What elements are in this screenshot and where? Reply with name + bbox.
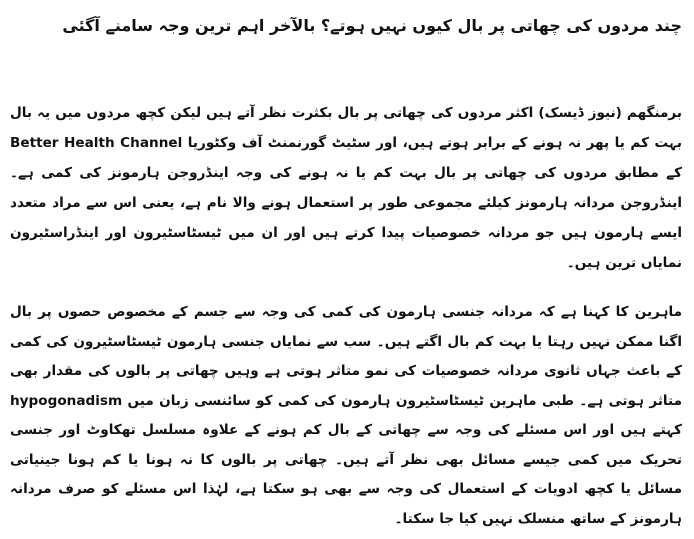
paragraph-2-text-start: ماہرین کا کہنا ہے کہ مردانہ جنسی ہارمون کی کمی کی وجہ سے جسم کے مخصوص حصوں پر بال اگنا ممکن نہیں رہتا یا بہت کم بال اگتے ہیں۔ سب سے نمایاں جنسی ہارمون ٹیسٹاسٹیرون کی کمی کے باعث جہاں ثانوی مردانہ خصوصیات کی نمو متاثر ہوتی ہے وہیں چھاتی پر بالوں کی مقدار بھی متاثر ہوتی ہے۔ طبی ماہرین ٹیسٹاسٹیرون ہارمون کی کمی کو سائنسی زبان میں — [10, 304, 682, 409]
article-headline: چند مردوں کی چھاتی پر بال کیوں نہیں ہوتے؟ بالآخر اہم ترین وجہ سامنے آگئی — [62, 16, 682, 35]
source-name: Better Health Channel — [10, 135, 183, 151]
paragraph-1-text-end: کے مطابق مردوں کی چھاتی پر بال بہت کم یا نہ ہونے کی وجہ اینڈروجن ہارمونز کی کمی ہے۔ اینڈروجن مردانہ ہارمونز کیلئے مجموعی طور پر استعمال ہونے والا نام ہے، یعنی اس سے مراد متعدد ایسے ہارمون ہیں جو مردانہ خصوصیات پیدا کرتے ہیں اور ان میں ٹیسٹاسٹیرون اور اینڈراسٹیرون نمایاں ترین ہیں۔ — [10, 165, 682, 271]
article-paragraph-2 — [10, 298, 682, 534]
article — [10, 6, 682, 534]
paragraph-1-text-start: برمنگھم (نیوز ڈیسک) اکثر مردوں کی چھاتی پر بال بکثرت نظر آتے ہیں لیکن کچھ مردوں میں یہ بال بہت کم یا پھر نہ ہونے کے برابر ہوتے ہیں، اور سٹیٹ گورنمنٹ آف وکٹوریا — [10, 105, 682, 151]
medical-term: hypogonadism — [10, 392, 123, 409]
paragraph-2-text-end: کہتے ہیں اور اس مسئلے کی وجہ سے چھاتی کے بال کم ہونے کے علاوہ مسلسل تھکاوٹ اور جنسی تحریک میں کمی جیسے مسائل بھی نظر آتے ہیں۔ چھاتی پر بالوں کا نہ ہونا یا کم ہونا جینیاتی مسائل یا کچھ ادویات کے استعمال کی وجہ سے بھی ہو سکتا ہے، لہٰذا اس مسئلے کو صرف مردانہ ہارمونز کے ساتھ منسلک نہیں کیا جا سکتا۔ — [10, 422, 682, 527]
article-paragraph-1 — [10, 98, 682, 278]
